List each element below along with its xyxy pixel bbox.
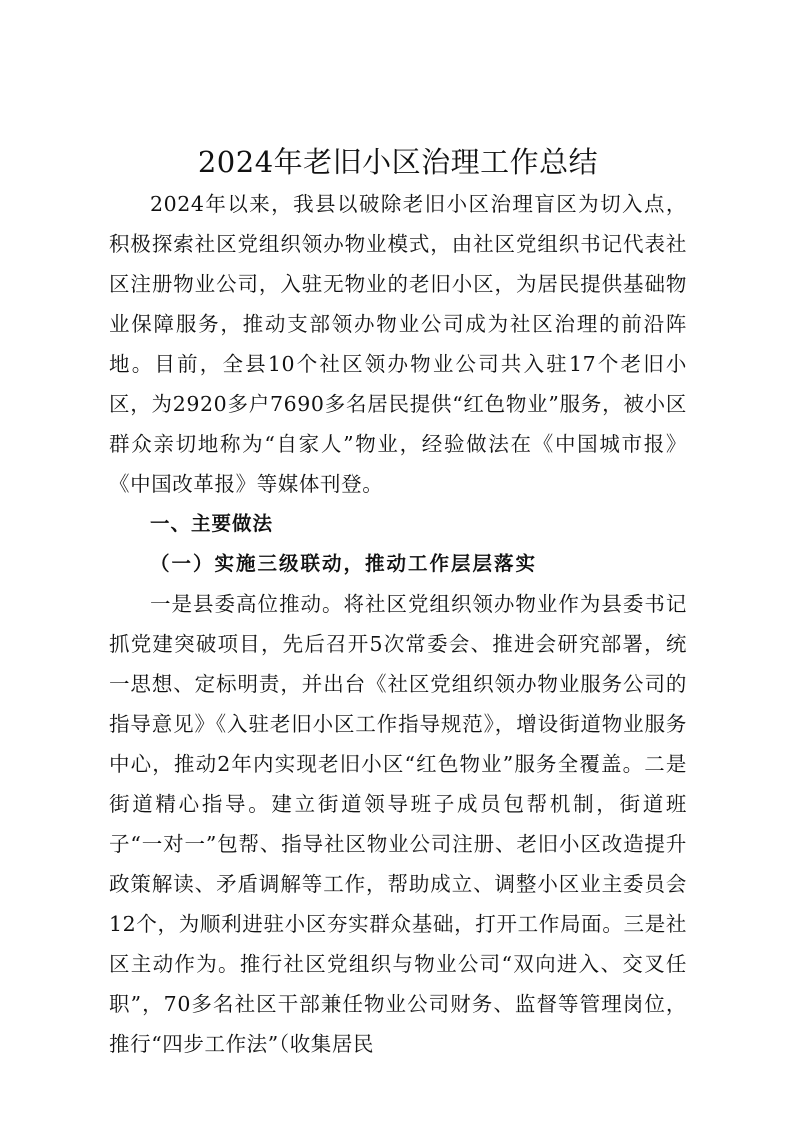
document-body [109,140,687,1064]
body-paragraph: 一是县委高位推动。将社区党组织领办物业作为县委书记抓党建突破项目，先后召开5次常委会、推进会研究部署，统一思想、定标明责，并出台《社区党组织领办物业服务公司的指导意见》《入驻老旧小区工作指导规范》，增设街道物业服务中心，推动2年内实现老旧小区“红色物业”服务全覆盖。二是街道精心指导。建立街道领导班子成员包帮机制，街道班子“一对一”包帮、指导社区物业公司注册、老旧小区改造提升政策解读、矛盾调解等工作，帮助成立、调整小区业主委员会12个，为顺利进驻小区夯实群众基础，打开工作局面。三是社区主动作为。推行社区党组织与物业公司“双向进入、交叉任职”，70多名社区干部兼任物业公司财务、监督等管理岗位，推行“四步工作法”（收集居民 [109,592,687,1056]
subsection-heading: （一）实施三级联动，推动工作层层落实 [150,552,538,575]
intro-paragraph: 2024年以来，我县以破除老旧小区治理盲区为切入点，积极探索社区党组织领办物业模式，由社区党组织书记代表社区注册物业公司，入驻无物业的老旧小区，为居民提供基础物业保障服务，推动支部领办物业公司成为社区治理的前沿阵地。目前，全县10个社区领办物业公司共入驻17个老旧小区，为2920多户7690多名居民提供“红色物业”服务，被小区群众亲切地称为“自家人”物业，经验做法在《中国城市报》《中国改革报》等媒体刊登。 [109,192,687,496]
document-title: 2024年老旧小区治理工作总结 [197,145,599,179]
section-heading: 一、主要做法 [150,512,274,535]
